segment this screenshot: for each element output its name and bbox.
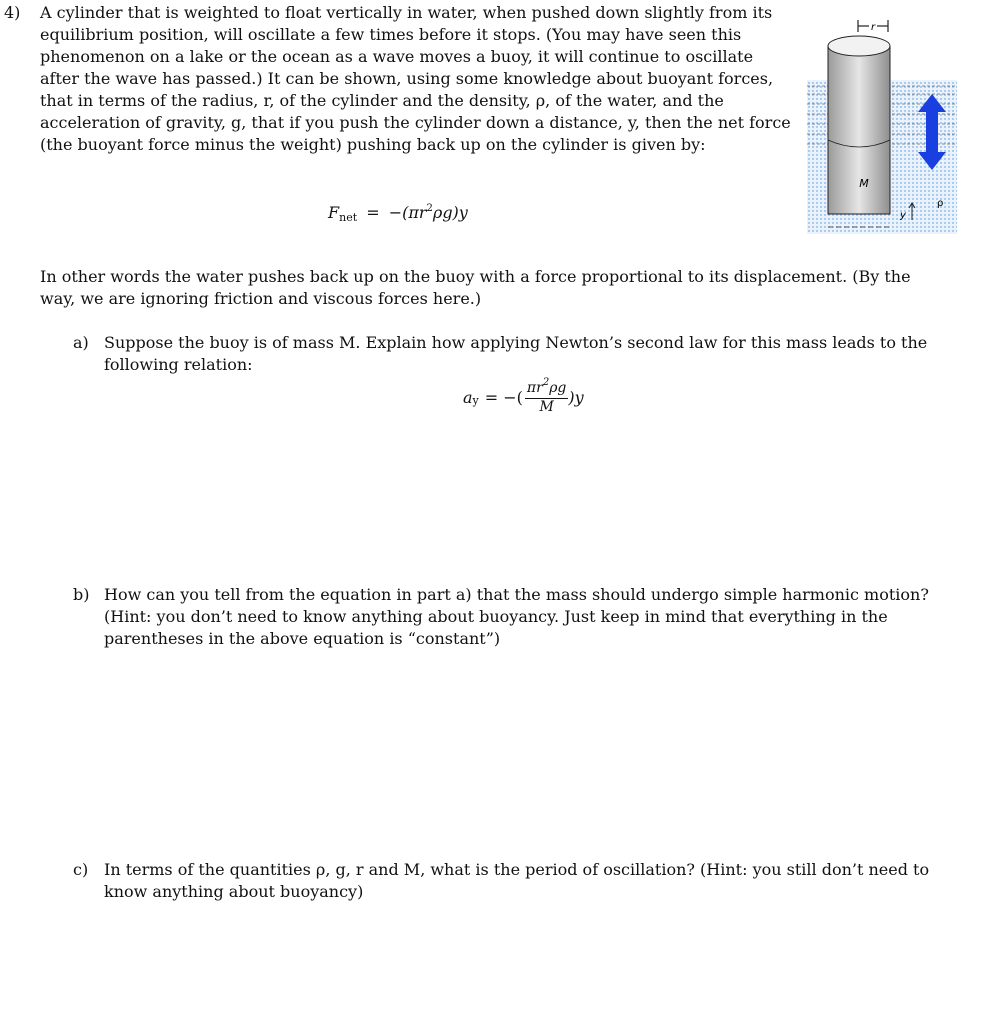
intro-line: that in terms of the radius, r, of the cylinder and the density, ρ, of the water, and the	[40, 91, 724, 110]
part-a-line: following relation:	[104, 355, 253, 374]
fnet-subscript: net	[339, 211, 358, 224]
intro-line: after the wave has passed.) It can be shown, using some knowledge about buoyant forces,	[40, 69, 774, 88]
part-c-line: In terms of the quantities ρ, g, r and M, what is the period of oscillation? (Hint: you still don’t need to	[104, 860, 930, 879]
part-b-label: b)	[73, 585, 90, 604]
part-c-line: know anything about buoyancy)	[104, 882, 364, 901]
part-c-text	[104, 859, 929, 903]
part-a-text	[104, 332, 927, 376]
ay-subscript: y	[472, 394, 479, 407]
intro-line: (the buoyant force minus the weight) pushing back up on the cylinder is given by:	[40, 135, 706, 154]
part-b-text	[104, 584, 929, 650]
part-b-line: How can you tell from the equation in part a) that the mass should undergo simple harmonic motion?	[104, 585, 929, 604]
after-line: way, we are ignoring friction and viscous forces here.)	[40, 289, 482, 308]
part-a-label: a)	[73, 333, 89, 352]
fnet-rhs-exp: 2	[426, 203, 433, 214]
label-M: M	[859, 177, 869, 190]
buoy-figure	[800, 14, 960, 236]
intro-line: phenomenon on a lake or the ocean as a wave moves a buoy, it will continue to oscillate	[40, 47, 754, 66]
part-b-line: parentheses in the above equation is “constant”)	[104, 629, 501, 648]
ay-close: )y	[568, 388, 584, 407]
ay-numerator	[525, 377, 568, 399]
part-c-label: c)	[73, 860, 89, 879]
question-number: 4)	[4, 3, 21, 22]
intro-line: A cylinder that is weighted to float vertically in water, when pushed down slightly from its	[40, 3, 773, 22]
ay-equals: = −(	[484, 388, 523, 407]
ay-equation	[463, 377, 584, 415]
part-a-line: Suppose the buoy is of mass M. Explain how applying Newton’s second law for this mass leads to the	[104, 333, 928, 352]
label-rho: ρ	[937, 198, 944, 209]
after-line: In other words the water pushes back up on the buoy with a force proportional to its displacement. (By the	[40, 267, 911, 286]
ay-symbol: a	[463, 388, 473, 407]
fnet-symbol: F	[328, 203, 340, 222]
ay-num-exp: 2	[542, 377, 550, 388]
intro-line: equilibrium position, will oscillate a few times before it stops. (You may have seen this	[40, 25, 742, 44]
label-y: y	[900, 210, 906, 221]
part-b-line: (Hint: you don’t need to know anything about buoyancy. Just keep in mind that everything in the	[104, 607, 888, 626]
question-intro	[40, 2, 791, 156]
ay-denominator: M	[539, 399, 554, 415]
intro-line: acceleration of gravity, g, that if you push the cylinder down a distance, y, then the net force	[40, 113, 791, 132]
ay-num-post: ρg	[549, 380, 567, 396]
fnet-rhs-post: ρg)y	[432, 203, 468, 222]
after-paragraph	[40, 266, 911, 310]
fnet-equation	[328, 203, 468, 222]
fnet-rhs-pre: −(πr	[388, 203, 427, 222]
fnet-equals: =	[366, 203, 380, 222]
ay-fraction	[525, 377, 568, 415]
ay-num-pre: πr	[526, 380, 543, 396]
label-r: r	[870, 22, 876, 33]
